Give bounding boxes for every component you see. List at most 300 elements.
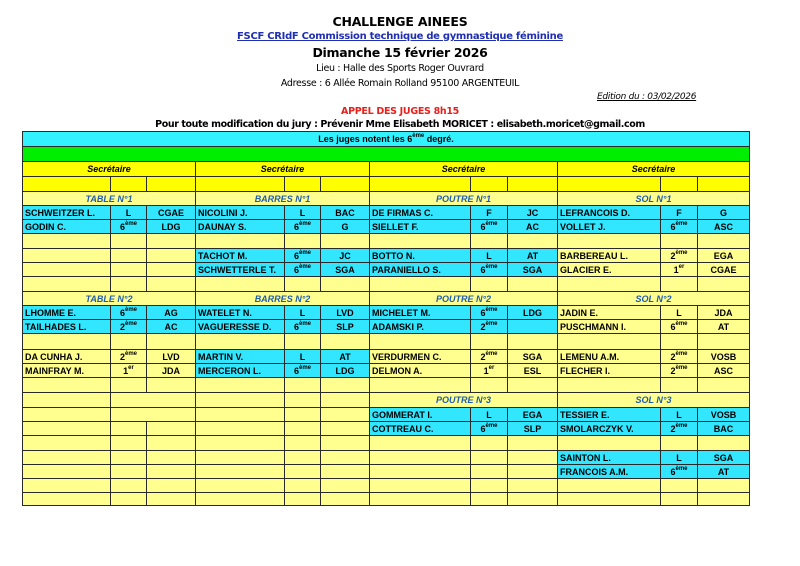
empty-cell [321, 378, 370, 393]
judge-name: NICOLINI J. [196, 206, 285, 220]
judge-name: MARTIN V. [196, 350, 285, 364]
judge-level-suffix: ème [299, 220, 312, 227]
table-row [23, 306, 750, 320]
empty-cell [147, 378, 196, 393]
empty-cell [471, 479, 508, 493]
judge-name: LEMENU A.M. [558, 350, 661, 364]
empty-cell [661, 334, 698, 350]
judge-level [111, 220, 147, 234]
judge-level [111, 364, 147, 378]
empty-cell [196, 422, 285, 436]
judge-level-suffix: ème [485, 220, 498, 227]
empty-cell [558, 436, 661, 451]
judges-table [22, 131, 750, 506]
table-row [23, 479, 750, 493]
judge-level-number: L [486, 250, 492, 261]
judge-level-suffix: ème [299, 263, 312, 270]
judge-club: VOSB [698, 350, 750, 364]
empty-cell [370, 493, 471, 506]
empty-cell [661, 378, 698, 393]
event-date: Dimanche 15 février 2026 [312, 45, 488, 60]
judge-level-suffix: ème [299, 364, 312, 371]
judge-club: AT [321, 350, 370, 364]
empty-cell [23, 493, 111, 506]
commission-link[interactable]: FSCF CRIdF Commission technique de gymnastique féminine [237, 31, 563, 42]
judge-name: FLECHER I. [558, 364, 661, 378]
empty-cell [370, 334, 471, 350]
judge-level-number: 2 [670, 423, 676, 434]
empty-cell [111, 249, 147, 263]
judge-name: TESSIER E. [558, 408, 661, 422]
judge-club: LDG [321, 364, 370, 378]
table-row [23, 234, 750, 249]
judge-level [111, 350, 147, 364]
empty-cell [147, 493, 196, 506]
judge-level [285, 263, 321, 277]
apparatus-header: POUTRE N°3 [370, 393, 558, 408]
judge-level-suffix: ème [125, 220, 138, 227]
judge-club: LDG [147, 220, 196, 234]
empty-cell [147, 234, 196, 249]
empty-cell [558, 479, 661, 493]
empty-cell [285, 334, 321, 350]
document-title: CHALLENGE AINEES [332, 14, 468, 29]
empty-cell [370, 479, 471, 493]
empty-cell [111, 378, 147, 393]
judge-name: MAINFRAY M. [23, 364, 111, 378]
judge-name: TAILHADES L. [23, 320, 111, 334]
empty-cell [508, 479, 558, 493]
edition-date: Edition du : 03/02/2026 [597, 92, 697, 102]
empty-cell [147, 177, 196, 192]
judge-name: VERDURMEN C. [370, 350, 471, 364]
empty-cell [471, 493, 508, 506]
empty-cell [698, 334, 750, 350]
empty-cell [147, 334, 196, 350]
venue: Lieu : Halle des Sports Roger Ouvrard [316, 63, 484, 74]
empty-cell [508, 465, 558, 479]
judge-club: LDG [508, 306, 558, 320]
empty-cell [661, 493, 698, 506]
green-band-cell [23, 147, 750, 162]
address: Adresse : 6 Allée Romain Rolland 95100 ARGENTEUIL [280, 78, 520, 89]
judge-level [111, 306, 147, 320]
judge-level-suffix: ème [485, 350, 498, 357]
judge-name: DE FIRMAS C. [370, 206, 471, 220]
empty-cell [471, 451, 508, 465]
table-row [23, 422, 750, 436]
judge-level-number: 6 [119, 221, 125, 232]
empty-cell [147, 249, 196, 263]
empty-cell [471, 436, 508, 451]
empty-cell [508, 334, 558, 350]
judge-level [661, 206, 698, 220]
secretaire-label: Secrétaire [196, 162, 370, 177]
judge-club: BAC [698, 422, 750, 436]
empty-cell [23, 422, 111, 436]
judge-level-number: 2 [670, 250, 676, 261]
empty-cell [508, 277, 558, 292]
judge-club: SGA [508, 263, 558, 277]
empty-cell [285, 378, 321, 393]
judge-name: DA CUNHA J. [23, 350, 111, 364]
apparatus-header: SOL N°3 [558, 393, 750, 408]
judge-name: VAGUERESSE D. [196, 320, 285, 334]
judge-level [471, 350, 508, 364]
judge-club: ESL [508, 364, 558, 378]
empty-cell [321, 465, 370, 479]
empty-cell [508, 493, 558, 506]
empty-cell [698, 493, 750, 506]
judge-club: LVD [321, 306, 370, 320]
table-row [23, 220, 750, 234]
judge-club: SGA [508, 350, 558, 364]
judge-club: SGA [321, 263, 370, 277]
judge-level [111, 320, 147, 334]
judge-name: BARBEREAU L. [558, 249, 661, 263]
empty-cell [508, 436, 558, 451]
table-row [23, 493, 750, 506]
note-row [23, 132, 750, 147]
empty-cell [558, 334, 661, 350]
judge-level-suffix: ème [299, 249, 312, 256]
judge-level-number: 6 [670, 321, 676, 332]
judge-level [471, 206, 508, 220]
empty-cell [321, 493, 370, 506]
empty-cell [285, 408, 321, 422]
judge-level-number: L [125, 207, 132, 218]
empty-cell [111, 493, 147, 506]
empty-cell [196, 436, 285, 451]
judge-level-number: F [676, 207, 682, 218]
judge-club: G [321, 220, 370, 234]
apparatus-header: SOL N°1 [558, 192, 750, 206]
empty-cell [111, 408, 196, 422]
judge-club: SGA [698, 451, 750, 465]
judge-club: AT [698, 320, 750, 334]
empty-cell [698, 177, 750, 192]
judge-name: FRANCOIS A.M. [558, 465, 661, 479]
empty-cell [558, 493, 661, 506]
empty-cell [23, 408, 111, 422]
secretaire-label: Secrétaire [370, 162, 558, 177]
empty-cell [147, 422, 196, 436]
judge-level-number: 2 [670, 365, 676, 376]
table-row [23, 350, 750, 364]
empty-cell [196, 479, 285, 493]
empty-cell [196, 177, 285, 192]
empty-cell [111, 177, 147, 192]
judge-club: G [698, 206, 750, 220]
table-row [23, 263, 750, 277]
judge-level-number: 6 [480, 264, 486, 275]
judge-level-suffix: ème [125, 350, 138, 357]
empty-cell [698, 234, 750, 249]
empty-cell [285, 277, 321, 292]
table-row [23, 249, 750, 263]
secretaire-label: Secrétaire [558, 162, 750, 177]
empty-cell [661, 277, 698, 292]
judge-level [471, 220, 508, 234]
note-text-end: degré. [424, 134, 454, 144]
judge-club: AT [698, 465, 750, 479]
empty-cell [23, 436, 111, 451]
judge-level [285, 364, 321, 378]
empty-cell [321, 334, 370, 350]
judge-level-number: 6 [480, 423, 486, 434]
judge-level [661, 320, 698, 334]
empty-cell [23, 378, 111, 393]
empty-cell [698, 277, 750, 292]
judge-club: JC [321, 249, 370, 263]
apparatus-header: POUTRE N°2 [370, 292, 558, 306]
table-row [23, 320, 750, 334]
empty-cell [111, 263, 147, 277]
judge-level [471, 364, 508, 378]
table-row [23, 364, 750, 378]
empty-cell [321, 393, 370, 408]
judge-name: PUSCHMANN I. [558, 320, 661, 334]
empty-cell [321, 277, 370, 292]
empty-cell [370, 234, 471, 249]
judge-club: LVD [147, 350, 196, 364]
empty-cell [321, 479, 370, 493]
judge-club: AT [508, 249, 558, 263]
judge-club: SLP [508, 422, 558, 436]
empty-cell [321, 451, 370, 465]
empty-cell [147, 263, 196, 277]
judge-level-suffix: ème [675, 249, 688, 256]
judge-level-suffix: ème [299, 320, 312, 327]
judge-level-number: 6 [670, 221, 676, 232]
apparatus-header: POUTRE N°1 [370, 192, 558, 206]
judge-level-number: 6 [293, 321, 299, 332]
judge-name: PARANIELLO S. [370, 263, 471, 277]
empty-cell [285, 177, 321, 192]
judge-level-number: 6 [119, 307, 125, 318]
secretaire-row [23, 162, 750, 177]
empty-cell [196, 334, 285, 350]
empty-cell [285, 493, 321, 506]
empty-cell [321, 436, 370, 451]
empty-cell [111, 436, 147, 451]
judge-level-number: 2 [480, 351, 486, 362]
judge-name: ADAMSKI P. [370, 320, 471, 334]
empty-cell [661, 436, 698, 451]
judge-level-number: L [676, 307, 682, 318]
judge-name: LEFRANCOIS D. [558, 206, 661, 220]
empty-cell [196, 451, 285, 465]
apparatus-row [23, 393, 750, 408]
judge-level-suffix: er [488, 364, 495, 371]
empty-cell [147, 436, 196, 451]
secretaire-label: Secrétaire [23, 162, 196, 177]
judge-level [661, 408, 698, 422]
judge-level-number: 2 [670, 351, 676, 362]
empty-cell [147, 451, 196, 465]
apparatus-header: BARRES N°2 [196, 292, 370, 306]
judge-level [285, 320, 321, 334]
judge-level [111, 206, 147, 220]
empty-cell [111, 334, 147, 350]
judge-level-number: 6 [670, 466, 676, 477]
judge-level-number: L [299, 351, 306, 362]
judge-name: VOLLET J. [558, 220, 661, 234]
empty-cell [111, 422, 147, 436]
judge-level-number: 2 [119, 321, 125, 332]
judge-club: ASC [698, 364, 750, 378]
judge-level-number: L [676, 452, 682, 463]
judge-name: LHOMME E. [23, 306, 111, 320]
judge-name: DELMON A. [370, 364, 471, 378]
judge-level-suffix: ème [675, 320, 688, 327]
empty-cell [370, 378, 471, 393]
empty-cell [471, 334, 508, 350]
empty-cell [558, 378, 661, 393]
empty-cell [285, 436, 321, 451]
judge-level-number: 6 [293, 221, 299, 232]
empty-cell [196, 234, 285, 249]
judge-name: SMOLARCZYK V. [558, 422, 661, 436]
empty-cell [23, 479, 111, 493]
judge-level-number: 6 [293, 365, 299, 376]
empty-cell [147, 277, 196, 292]
judge-level [471, 263, 508, 277]
empty-cell [285, 234, 321, 249]
apparatus-header: BARRES N°1 [196, 192, 370, 206]
table-row [23, 408, 750, 422]
empty-cell [661, 177, 698, 192]
judge-name: MERCERON L. [196, 364, 285, 378]
judge-level [661, 220, 698, 234]
empty-cell [698, 436, 750, 451]
empty-cell [111, 479, 147, 493]
judge-level-suffix: ème [125, 306, 138, 313]
judge-level-number: 6 [480, 307, 486, 318]
empty-cell [321, 177, 370, 192]
empty-cell [196, 393, 285, 408]
judge-level-number: 1 [123, 365, 129, 376]
judge-name: JADIN E. [558, 306, 661, 320]
judge-club: EGA [508, 408, 558, 422]
judge-name: SCHWEITZER L. [23, 206, 111, 220]
judge-level [285, 350, 321, 364]
empty-cell [285, 393, 321, 408]
empty-cell [321, 234, 370, 249]
judge-level [471, 320, 508, 334]
empty-cell [508, 451, 558, 465]
empty-cell [111, 234, 147, 249]
empty-cell [370, 465, 471, 479]
table-row [23, 465, 750, 479]
empty-cell [23, 249, 111, 263]
judge-name: TACHOT M. [196, 249, 285, 263]
judge-level [285, 220, 321, 234]
judge-level-suffix: ème [485, 263, 498, 270]
judge-level-number: 6 [293, 250, 299, 261]
empty-cell [23, 277, 111, 292]
judge-level-number: F [486, 207, 492, 218]
judge-name: GODIN C. [23, 220, 111, 234]
judge-club: VOSB [698, 408, 750, 422]
empty-cell [698, 479, 750, 493]
note-cell [23, 132, 750, 147]
empty-cell [111, 465, 147, 479]
judge-level [661, 263, 698, 277]
judge-level-suffix: ème [675, 220, 688, 227]
apparatus-header: TABLE N°2 [23, 292, 196, 306]
judge-name: SAINTON L. [558, 451, 661, 465]
judge-level-number: L [486, 409, 492, 420]
judge-level [285, 206, 321, 220]
judge-club [508, 320, 558, 334]
apparatus-header: TABLE N°1 [23, 192, 196, 206]
empty-cell [147, 465, 196, 479]
empty-cell [23, 177, 111, 192]
judge-level [285, 306, 321, 320]
empty-cell [23, 393, 111, 408]
judge-level [471, 408, 508, 422]
table-row [23, 378, 750, 393]
judge-level-suffix: er [678, 263, 685, 270]
judge-name: GLACIER E. [558, 263, 661, 277]
judge-club: EGA [698, 249, 750, 263]
judge-level-number: 2 [480, 321, 486, 332]
judge-level-suffix: ème [485, 306, 498, 313]
judge-club: JDA [147, 364, 196, 378]
empty-cell [471, 378, 508, 393]
apparatus-row [23, 292, 750, 306]
judge-level-suffix: ème [485, 422, 498, 429]
secretaire-names-row [23, 177, 750, 192]
judge-name: MICHELET M. [370, 306, 471, 320]
judge-level-suffix: ème [485, 320, 498, 327]
contact-info: Pour toute modification du jury : Prévenir Mme Elisabeth MORICET : elisabeth.moricet@gmail.com [155, 119, 645, 130]
empty-cell [321, 408, 370, 422]
table-row [23, 436, 750, 451]
note-text: Les juges notent les 6 [318, 134, 413, 144]
empty-cell [196, 465, 285, 479]
empty-cell [370, 177, 471, 192]
judge-name: COTTREAU C. [370, 422, 471, 436]
judge-level-number: L [676, 409, 682, 420]
empty-cell [558, 177, 661, 192]
empty-cell [196, 408, 285, 422]
judge-club: JC [508, 206, 558, 220]
judge-club: JDA [698, 306, 750, 320]
judge-level-number: 2 [119, 351, 125, 362]
empty-cell [23, 234, 111, 249]
judge-level [661, 451, 698, 465]
empty-cell [196, 378, 285, 393]
empty-cell [196, 277, 285, 292]
judge-level [471, 306, 508, 320]
empty-cell [698, 378, 750, 393]
empty-cell [285, 451, 321, 465]
empty-cell [558, 234, 661, 249]
judge-level [661, 306, 698, 320]
judge-level-number: L [299, 207, 306, 218]
judge-level [661, 350, 698, 364]
empty-cell [661, 234, 698, 249]
empty-cell [508, 378, 558, 393]
judge-level-suffix: er [128, 364, 134, 371]
empty-cell [370, 451, 471, 465]
note-sup: ème [412, 133, 425, 139]
judge-name: WATELET N. [196, 306, 285, 320]
judge-name: SCHWETTERLE T. [196, 263, 285, 277]
table-row [23, 451, 750, 465]
